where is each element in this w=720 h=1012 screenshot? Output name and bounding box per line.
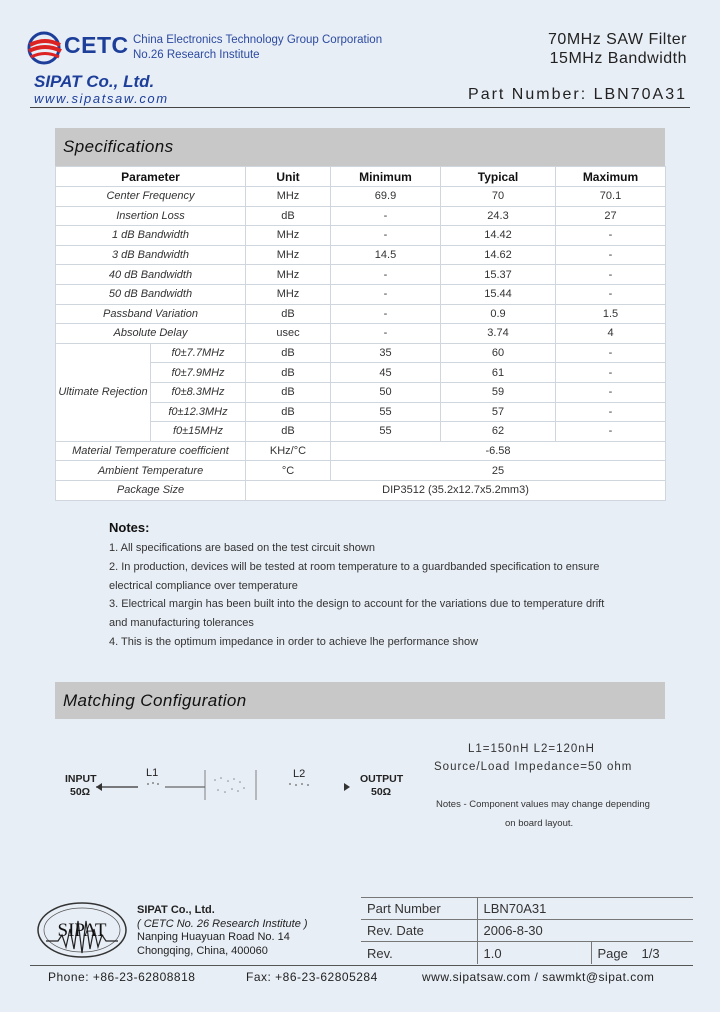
cetc-logo-text: CETC <box>64 32 129 58</box>
table-row <box>56 343 666 363</box>
note-line: 4. This is the optimum impedance in order to achieve lhe performance show <box>109 635 479 648</box>
unit-cell: MHz <box>246 187 331 207</box>
unit-cell: MHz <box>246 245 331 265</box>
sipat-logo-icon <box>32 899 132 961</box>
unit-cell: dB <box>246 304 331 324</box>
minimum-cell: - <box>331 304 441 324</box>
part-number-value: LBN70A31 <box>477 898 693 920</box>
document-info-table <box>361 897 693 964</box>
footer-fax: Fax: +86-23-62805284 <box>246 970 378 984</box>
maximum-cell: 4 <box>556 324 666 344</box>
typical-cell: 59 <box>441 382 556 402</box>
parameter-cell: Material Temperature coefficient <box>56 441 246 461</box>
input-impedance: 50Ω <box>70 786 91 798</box>
table-row <box>56 265 666 285</box>
maximum-cell: - <box>556 265 666 285</box>
maximum-cell: - <box>556 402 666 422</box>
value-cell: DIP3512 (35.2x12.7x5.2mm3) <box>246 480 666 500</box>
matching-note-line-2: on board layout. <box>505 818 574 829</box>
input-label: INPUT <box>65 773 97 785</box>
minimum-cell: 69.9 <box>331 187 441 207</box>
rejection-offset-cell: f0±7.7MHz <box>151 343 246 363</box>
output-label: OUTPUT <box>360 773 404 785</box>
maximum-cell: - <box>556 382 666 402</box>
footer-phone: Phone: +86-23-62808818 <box>48 970 196 984</box>
col-header-parameter: Parameter <box>56 167 246 187</box>
page-cell <box>591 942 693 964</box>
footer-address <box>137 904 308 958</box>
minimum-cell: 45 <box>331 363 441 383</box>
specifications-section <box>55 128 665 500</box>
table-row <box>56 187 666 207</box>
note-line: 1. All specifications are based on the test circuit shown <box>109 542 375 554</box>
col-header-maximum: Maximum <box>556 167 666 187</box>
typical-cell: 0.9 <box>441 304 556 324</box>
product-line-1: 70MHz SAW Filter <box>548 31 687 48</box>
inductor-values: L1=150nH L2=120nH <box>468 743 595 755</box>
doc-info-row <box>361 942 693 964</box>
typical-cell: 60 <box>441 343 556 363</box>
rejection-offset-cell: f0±8.3MHz <box>151 382 246 402</box>
maximum-cell: 1.5 <box>556 304 666 324</box>
unit-cell: dB <box>246 422 331 442</box>
rejection-label-cell: Ultimate Rejection <box>56 343 151 441</box>
minimum-cell: 50 <box>331 382 441 402</box>
table-row <box>56 441 666 461</box>
group-name <box>133 33 382 63</box>
footer-web-email[interactable]: www.sipatsaw.com / sawmkt@sipat.com <box>422 970 655 984</box>
typical-cell: 15.44 <box>441 284 556 304</box>
table-row <box>56 461 666 481</box>
source-load-impedance: Source/Load Impedance=50 ohm <box>434 761 633 773</box>
typical-cell: 3.74 <box>441 324 556 344</box>
company-name: SIPAT Co., Ltd. <box>34 72 155 91</box>
l1-label: L1 <box>146 767 159 779</box>
unit-cell: KHz/°C <box>246 441 331 461</box>
notes-title: Notes: <box>109 520 150 535</box>
unit-cell: dB <box>246 402 331 422</box>
matching-title: Matching Configuration <box>55 682 665 719</box>
specifications-title: Specifications <box>55 128 665 166</box>
maximum-cell: - <box>556 363 666 383</box>
maximum-cell: 70.1 <box>556 187 666 207</box>
minimum-cell: 14.5 <box>331 245 441 265</box>
parameter-cell: Package Size <box>56 480 246 500</box>
footer-address-line-2: Chongqing, China, 400060 <box>137 944 268 957</box>
maximum-cell: - <box>556 226 666 246</box>
rev-date-value: 2006-8-30 <box>477 920 693 942</box>
rejection-offset-cell: f0±15MHz <box>151 422 246 442</box>
cetc-logo-icon <box>26 30 64 66</box>
typical-cell: 14.42 <box>441 226 556 246</box>
typical-cell: 14.62 <box>441 245 556 265</box>
matching-note-line-1: Notes - Component values may change depending <box>436 799 650 810</box>
parameter-cell: Ambient Temperature <box>56 461 246 481</box>
group-line-2: No.26 Research Institute <box>133 49 260 61</box>
unit-cell: MHz <box>246 284 331 304</box>
table-row <box>56 284 666 304</box>
table-row <box>56 480 666 500</box>
notes-section <box>109 520 669 652</box>
unit-cell: MHz <box>246 226 331 246</box>
minimum-cell: - <box>331 265 441 285</box>
unit-cell: usec <box>246 324 331 344</box>
company-website[interactable]: www.sipatsaw.com <box>34 91 169 106</box>
specifications-table <box>55 166 666 501</box>
l2-label: L2 <box>293 768 306 780</box>
parameter-cell: Passband Variation <box>56 304 246 324</box>
typical-cell: 15.37 <box>441 265 556 285</box>
header-part-number: Part Number: LBN70A31 <box>468 86 687 103</box>
doc-info-row <box>361 898 693 920</box>
rejection-offset-cell: f0±7.9MHz <box>151 363 246 383</box>
header-divider <box>30 107 690 108</box>
output-impedance: 50Ω <box>371 786 392 798</box>
unit-cell: dB <box>246 363 331 383</box>
minimum-cell: 55 <box>331 402 441 422</box>
parameter-cell: 3 dB Bandwidth <box>56 245 246 265</box>
typical-cell: 62 <box>441 422 556 442</box>
unit-cell: °C <box>246 461 331 481</box>
note-line: 3. Electrical margin has been built into the design to account for the variations due to temperature drift <box>109 598 605 611</box>
rejection-offset-cell: f0±12.3MHz <box>151 402 246 422</box>
group-line-1: China Electronics Technology Group Corporation <box>133 34 383 46</box>
parameter-cell: 40 dB Bandwidth <box>56 265 246 285</box>
rev-label: Rev. <box>361 942 477 964</box>
footer-company: SIPAT Co., Ltd. <box>137 904 215 916</box>
part-number-label: Part Number <box>361 898 477 920</box>
typical-cell: 24.3 <box>441 206 556 226</box>
minimum-cell: 55 <box>331 422 441 442</box>
unit-cell: dB <box>246 382 331 402</box>
minimum-cell: 35 <box>331 343 441 363</box>
table-row <box>56 245 666 265</box>
typical-cell: 70 <box>441 187 556 207</box>
value-cell: 25 <box>331 461 666 481</box>
minimum-cell: - <box>331 226 441 246</box>
col-header-unit: Unit <box>246 167 331 187</box>
typical-cell: 61 <box>441 363 556 383</box>
unit-cell: dB <box>246 206 331 226</box>
table-row <box>56 304 666 324</box>
table-row <box>56 226 666 246</box>
minimum-cell: - <box>331 206 441 226</box>
parameter-cell: Absolute Delay <box>56 324 246 344</box>
maximum-cell: 27 <box>556 206 666 226</box>
footer-address-line-1: Nanping Huayuan Road No. 14 <box>137 931 290 943</box>
maximum-cell: - <box>556 343 666 363</box>
note-line: and manufacturing tolerances <box>109 617 254 630</box>
maximum-cell: - <box>556 422 666 442</box>
parameter-cell: Insertion Loss <box>56 206 246 226</box>
page-value: 1/3 <box>641 945 660 961</box>
note-line: electrical compliance over temperature <box>109 579 298 592</box>
typical-cell: 57 <box>441 402 556 422</box>
maximum-cell: - <box>556 284 666 304</box>
maximum-cell: - <box>556 245 666 265</box>
note-line: 2. In production, devices will be tested at room temperature to a guardbanded specification to ensure <box>109 560 600 573</box>
rev-value: 1.0 <box>477 942 591 964</box>
page-label: Page <box>597 945 628 961</box>
parameter-cell: Center Frequency <box>56 187 246 207</box>
footer-institute: ( CETC No. 26 Research Institute ) <box>137 917 308 930</box>
col-header-typical: Typical <box>441 167 556 187</box>
value-cell: -6.58 <box>331 441 666 461</box>
parameter-cell: 1 dB Bandwidth <box>56 226 246 246</box>
product-line-2: 15MHz Bandwidth <box>549 50 687 67</box>
minimum-cell: - <box>331 324 441 344</box>
table-row <box>56 324 666 344</box>
parameter-cell: 50 dB Bandwidth <box>56 284 246 304</box>
rev-date-label: Rev. Date <box>361 920 477 942</box>
doc-info-row <box>361 920 693 942</box>
unit-cell: dB <box>246 343 331 363</box>
table-header-row <box>56 167 666 187</box>
product-title <box>548 30 687 68</box>
page-header <box>0 0 720 110</box>
table-row <box>56 206 666 226</box>
footer-divider <box>30 965 693 966</box>
sipat-logo-text: SIPAT <box>57 920 107 941</box>
col-header-minimum: Minimum <box>331 167 441 187</box>
minimum-cell: - <box>331 284 441 304</box>
unit-cell: MHz <box>246 265 331 285</box>
